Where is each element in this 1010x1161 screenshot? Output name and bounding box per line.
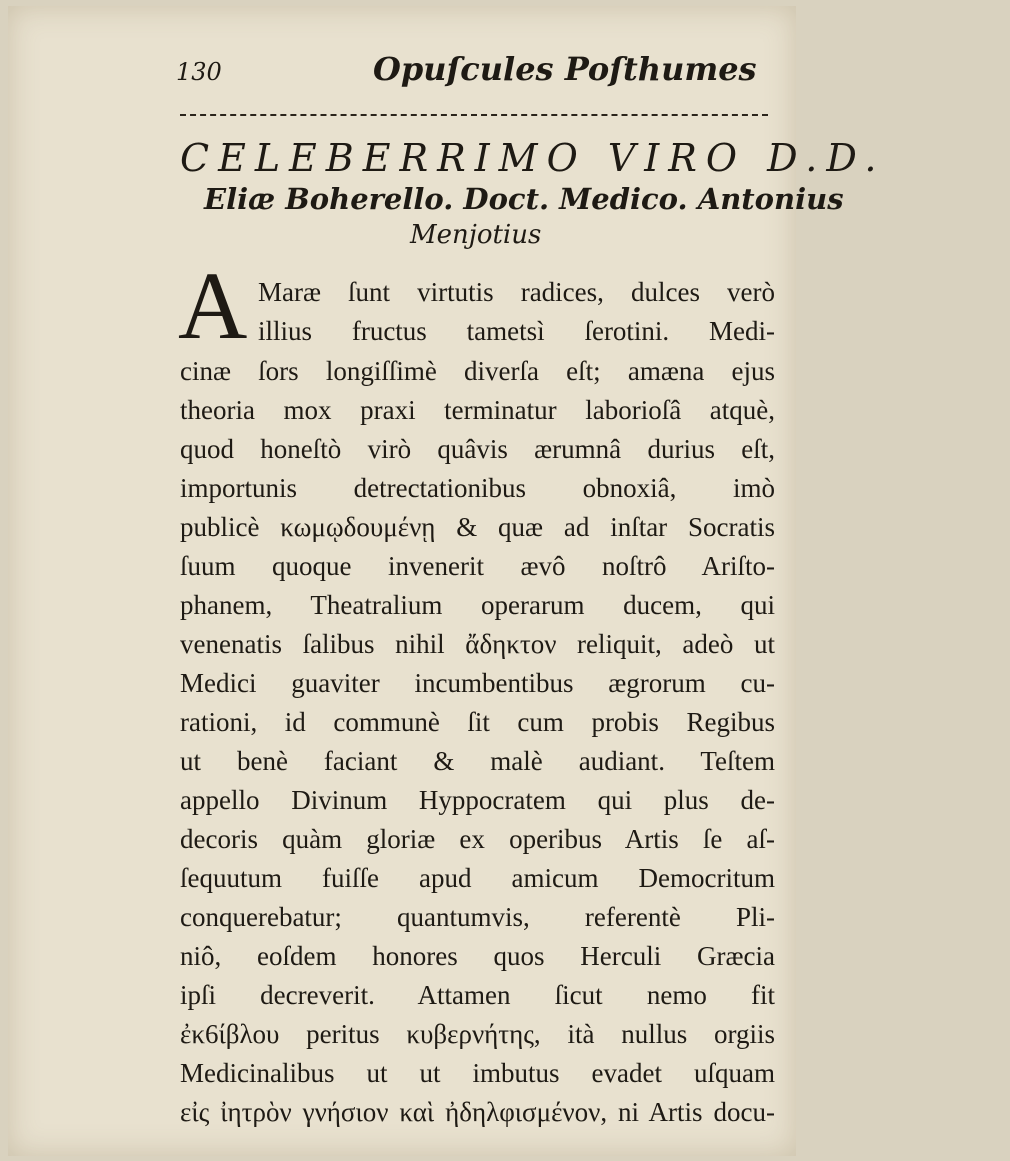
body-line: venenatis ſalibus nihil ἄδηκτον reliquit, adeò ut xyxy=(180,629,775,659)
dedication-subtitle: Eliæ Boherello. Doct. Medico. Antonius xyxy=(204,182,844,216)
body-line: ut benè faciant & malè audiant. Teſtem xyxy=(180,746,775,776)
body-line: conquerebatur; quantumvis, referentè Pli- xyxy=(180,902,775,932)
dedication-author: Menjotius xyxy=(410,220,542,250)
body-line: εἰς ἰητρὸν γνήσιον καὶ ἠδηλφισμένον, ni Artis docu- xyxy=(180,1097,775,1127)
book-page xyxy=(8,6,886,1156)
body-line: ſequutum fuiſſe apud amicum Democritum xyxy=(180,863,775,893)
body-line: ſuum quoque invenerit ævô noſtrô Ariſto- xyxy=(180,551,775,581)
drop-cap: A xyxy=(178,252,248,359)
body-line: illius fructus tametsì ſerotini. Medi- xyxy=(258,316,775,346)
dedication-title: CELEBERRIMO VIRO D.D. xyxy=(180,136,886,180)
body-line: importunis detrectationibus obnoxiâ, imò xyxy=(180,473,775,503)
body-line: phanem, Theatralium operarum ducem, qui xyxy=(180,590,775,620)
body-line: theoria mox praxi terminatur laborioſâ atquè, xyxy=(180,395,775,425)
body-line: Maræ ſunt virtutis radices, dulces verò xyxy=(258,277,775,307)
body-line: decoris quàm gloriæ ex operibus Artis ſe aſ- xyxy=(180,824,775,854)
page-number: 130 xyxy=(176,58,222,86)
body-line: cinæ ſors longiſſimè diverſa eſt; amæna ejus xyxy=(180,356,775,386)
body-line: ἐκ6ίβλου peritus κυβερνήτης, ità nullus orgiis xyxy=(180,1019,775,1049)
body-line: Medici guaviter incumbentibus ægrorum cu- xyxy=(180,668,775,698)
running-title: Opuſcules Poſthumes xyxy=(373,50,757,88)
body-line: publicè κωμῳδουμένῃ & quæ ad inſtar Socratis xyxy=(180,512,775,542)
body-line: niô, eoſdem honores quos Herculi Græcia xyxy=(180,941,775,971)
body-line: Medicinalibus ut ut imbutus evadet uſquam xyxy=(180,1058,775,1088)
header-rule xyxy=(180,114,768,116)
body-line: appello Divinum Hyppocratem qui plus de- xyxy=(180,785,775,815)
body-line: ipſi decreverit. Attamen ſicut nemo fit xyxy=(180,980,775,1010)
body-line: quod honeſtò virò quâvis ærumnâ durius eſt, xyxy=(180,434,775,464)
body-line: rationi, id communè ſit cum probis Regibus xyxy=(180,707,775,737)
